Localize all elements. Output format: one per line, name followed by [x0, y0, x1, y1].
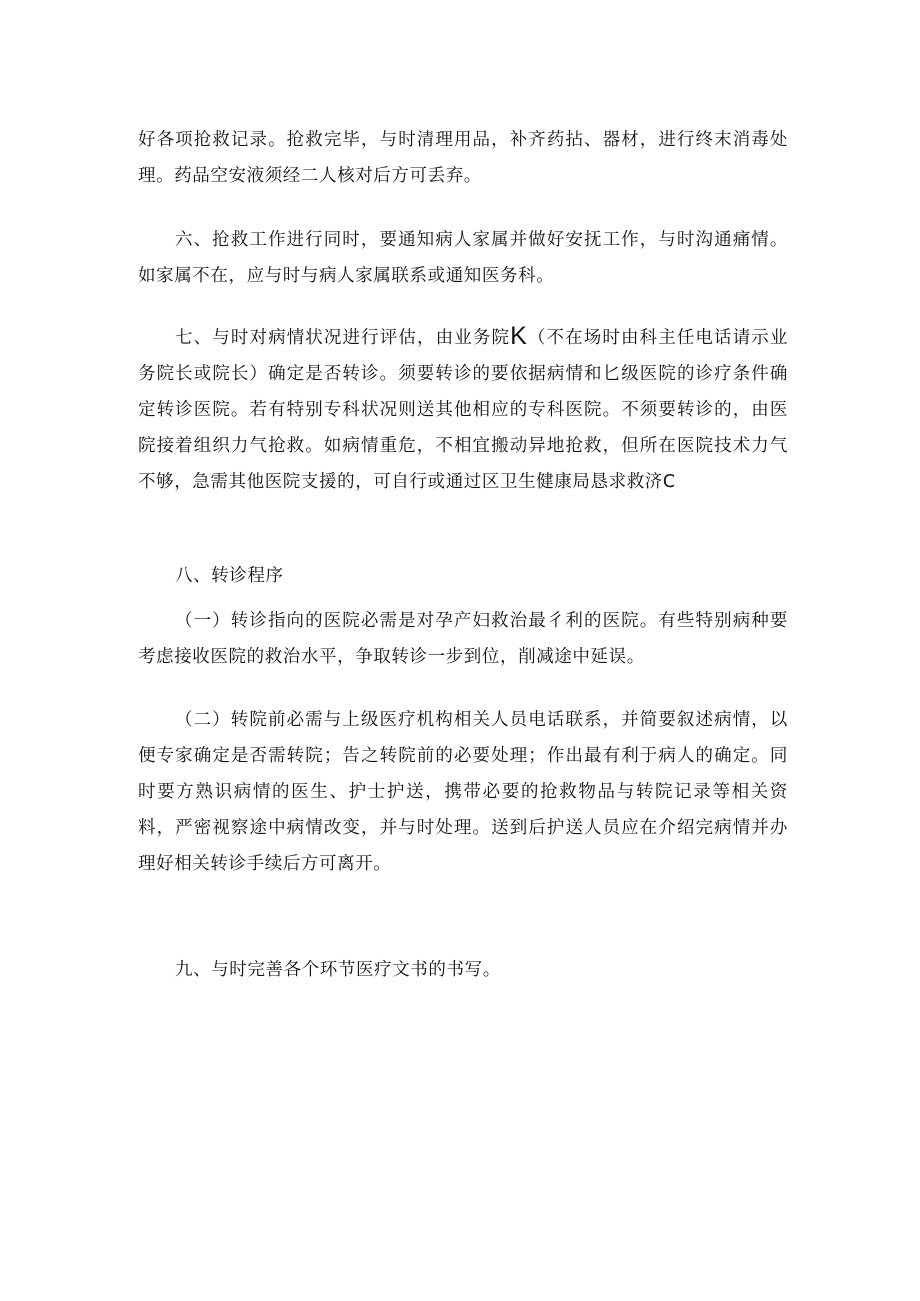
paragraph-item-nine: 九、与时完善各个环节医疗文书的书写。 [175, 960, 501, 980]
paragraph-item-seven-lead: 七、与时对病情状况进行评估，由业务院 [175, 328, 511, 348]
paragraph-transfer-two: （二）转院前必需与上级医疗机构相关人员电话联系，并简要叙述病情，以便专家确定是否需转院；告之转院前的必要处理；作出最有利于病人的确定。同时要方熟识病情的医生、护士护送，携带必要的抢救物品与转院记录等相关资料，严密视察途中病情改变，并与时处理。送到后护送人员应在介绍完病情并办理好相关转诊手续后方可离开。 [138, 710, 788, 874]
paragraph-item-six: 六、抢救工作进行同时，要通知病人家属并做好安抚工作，与时沟通痛情。如家属不在，应与时与病人家属联系或通知医务科。 [138, 230, 788, 286]
paragraph-item-seven-k-glyph: K [510, 322, 528, 350]
paragraph-rescue-records: 好各项抢救记录。抢救完毕，与时清理用品，补齐药拈、器材，进行终末消毒处理。药品空安液须经二人核对后方可丢弃。 [138, 130, 788, 186]
paragraph-transfer-one: （一）转诊指向的医院必需是对孕产妇救治最彳利的医院。有些特别病种要考虑接收医院的救治水平，争取转诊一步到位，削减途中延误。 [138, 611, 788, 667]
heading-transfer-procedure: 八、转诊程序 [175, 566, 284, 586]
paragraph-item-seven [138, 320, 788, 500]
paragraph-item-seven-rest: （不在场时由科主任电话请示业务院长或院长）确定是否转诊。须要转诊的要依据病情和匕级医院的诊疗条件确定转诊医院。若有特别专科状况则送其他相应的专科医院。不须要转诊的，由医院接着组织力气抢救。如病情重危，不相宜搬动异地抢救，但所在医院技术力气不够，急需其他医院支援的，可自行或通过区卫生健康局恳求救济C [138, 328, 788, 492]
